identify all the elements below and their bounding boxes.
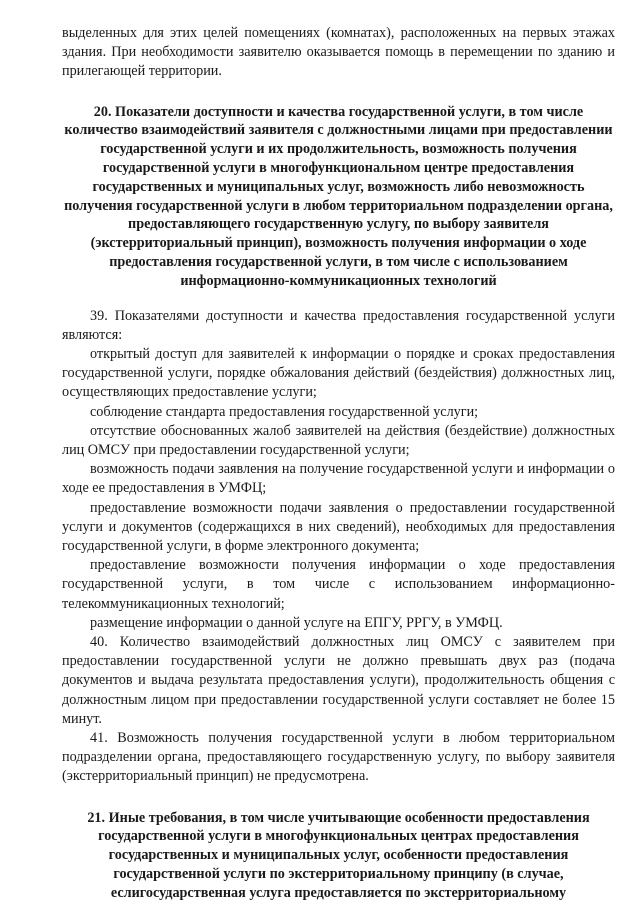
list-item: возможность подачи заявления на получение государственной услуги и информации о ходе ее предоставления в УМФЦ; bbox=[62, 461, 615, 497]
document-page bbox=[62, 24, 615, 903]
list-item: соблюдение стандарта предоставления государственной услуги; bbox=[90, 403, 479, 420]
list-item: открытый доступ для заявителей к информации о порядке и сроках предоставления государственной услуги, порядке обжалования действий (бездействия) должностных лиц, осуществляющих предоставление услуги; bbox=[62, 345, 615, 401]
item-39-lead: 39. Показателями доступности и качества предоставления государственной услуги являются: bbox=[62, 307, 615, 343]
intro-paragraph: выделенных для этих целей помещениях (комнатах), расположенных на первых этажах здания. При необходимости заявителю оказывается помощь в перемещении по зданию и прилегающей территории. bbox=[62, 25, 615, 80]
list-item: отсутствие обоснованных жалоб заявителей на действия (бездействие) должностных лиц ОМСУ при предоставлении государственной услуги; bbox=[62, 422, 615, 458]
section-21-heading: 21. Иные требования, в том числе учитывающие особенности предоставления государственной услуги в многофункциональных центрах предоставления государственных и муниципальных услуг, особенности предоставления государственной услуги по экстерриториальному принципу (в случае, еслигосударственная услуга предоставляется по экстерриториальному bbox=[87, 809, 590, 901]
item-41: 41. Возможность получения государственной услуги в любом территориальном подразделении органа, предоставляющего государственную услугу, по выбору заявителя (экстерриториальный принцип) не предусмотрена. bbox=[62, 730, 615, 785]
list-item: размещение информации о данной услуге на ЕПГУ, РРГУ, в УМФЦ. bbox=[90, 614, 503, 631]
list-item: предоставление возможности подачи заявления о предоставлении государственной услуги и документов (содержащихся в них сведений), необходимых для предоставления государственной услуги, в форме электронного документа; bbox=[62, 499, 615, 555]
spacer bbox=[62, 291, 615, 307]
item-40: 40. Количество взаимодействий должностных лиц ОМСУ с заявителем при предоставлении государственной услуги не должно превышать двух раз (подача документов и выдача результата предоставления услуги), продолжительность общения с должностным лицом при предоставлении государственной услуги составляет не более 15 минут. bbox=[62, 634, 615, 727]
section-20-heading: 20. Показатели доступности и качества государственной услуги, в том числе количество взаимодействий заявителя с должностными лицами при предоставлении государственной услуги и их продолжительность, возможность получения государственной услуги в многофункциональном центре предоставления государственных и муниципальных услуг, возможность либо невозможность получения государственной услуги в любом территориальном подразделении органа, предоставляющего государственную услугу, по выбору заявителя (экстерриториальный принцип), возможность получения информации о ходе предоставления государственной услуги, в том числе с использованием информационно-коммуникационных технологий bbox=[64, 103, 613, 289]
list-item: предоставление возможности получения информации о ходе предоставления государственной услуги, в том числе с использованием информационно-телекоммуникационных технологий; bbox=[62, 557, 615, 612]
